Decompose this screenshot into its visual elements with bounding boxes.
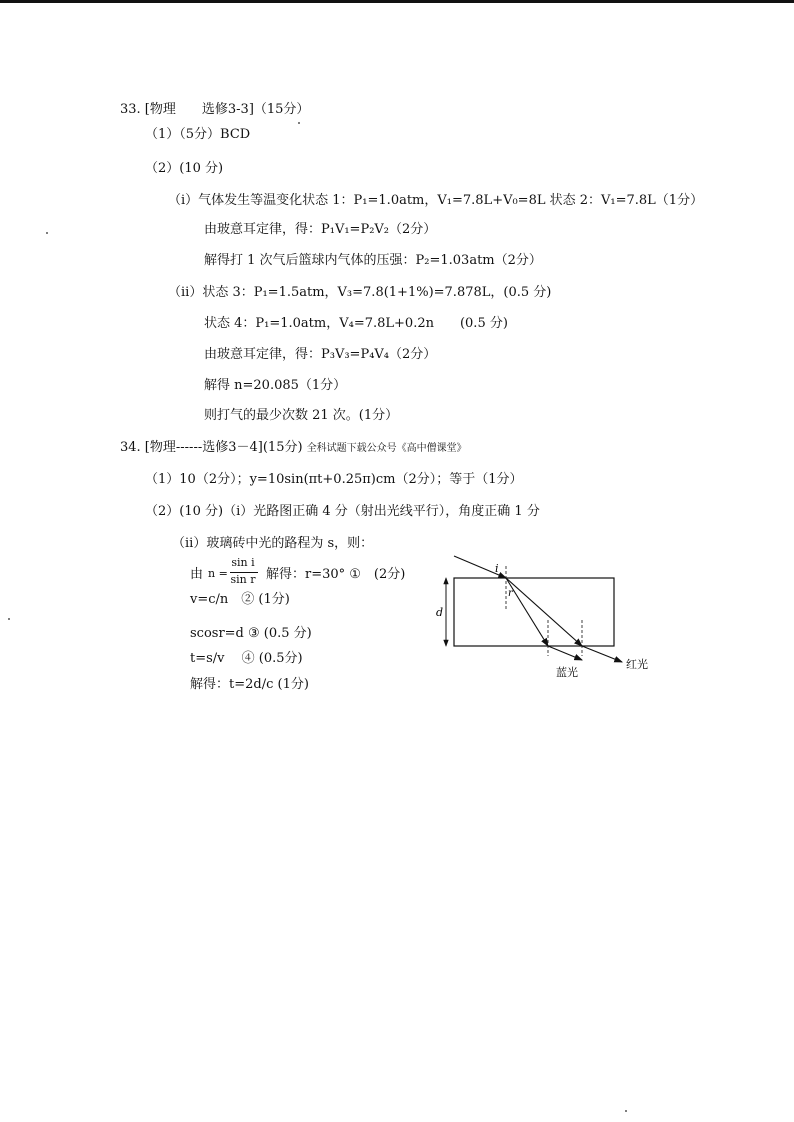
q33-boyle2: 由玻意耳定律，得：P₃V₃=P₄V₄（2分） (204, 347, 437, 362)
angle-i-label: i (495, 562, 499, 575)
q33-part2: （2）(10 分) (145, 161, 224, 176)
scan-top-edge (0, 0, 794, 3)
q33-i-line: （i）气体发生等温变化状态 1：P₁=1.0atm，V₁=7.8L+V₀=8L 状态 2：V₁=7.8L（1分） (168, 193, 704, 208)
scan-speck (8, 618, 10, 620)
q33-boyle1: 由玻意耳定律，得：P₁V₁=P₂V₂（2分） (204, 222, 437, 237)
glass-slab (454, 578, 614, 646)
q34-snell-n: n = (208, 567, 228, 580)
q33-part1: （1）（5分）BCD (145, 127, 251, 142)
q33-conclusion: 则打气的最少次数 21 次。(1分） (204, 408, 399, 423)
q34-eq3: scosr=d ③ (0.5 分) (190, 626, 312, 641)
q34-part2: （2）(10 分)（ⅰ）光路图正确 4 分（射出光线平行），角度正确 1 分 (145, 504, 540, 519)
q33-result1: 解得打 1 次气后篮球内气体的压强：P₂=1.03atm（2分） (204, 253, 542, 268)
q34-eq4: t=s/v ④ (0.5分) (190, 651, 303, 666)
thickness-d-label: d (436, 606, 444, 619)
red-emergent-ray (582, 646, 622, 662)
red-ray-inside (506, 578, 582, 646)
q34-ii-intro: （ii）玻璃砖中光的路程为 s，则： (172, 536, 374, 551)
q33-ii-line: （ii）状态 3：P₁=1.5atm，V₃=7.8(1+1%)=7.878L，(0.5 分) (168, 285, 552, 300)
blue-light-label: 蓝光 (556, 666, 578, 679)
refraction-diagram (436, 548, 666, 688)
q34-part1: （1）10（2分）；y=10sin(πt+0.25π)cm（2分）；等于（1分） (145, 472, 523, 487)
q34-heading (120, 440, 467, 457)
scan-speck (625, 1110, 627, 1112)
scan-speck (46, 232, 48, 234)
red-light-label: 红光 (626, 658, 648, 671)
q34-eq2: v=c/n ② (1分) (190, 592, 290, 607)
q34-heading-note: 全科试题下载公众号《高中僧课堂》 (306, 443, 467, 454)
q34-heading-text: 34. [物理------选修3－4](15分) (120, 440, 303, 455)
q34-snell-numerator: sin i (231, 556, 255, 569)
q34-snell-denominator: sin r (230, 573, 256, 586)
blue-emergent-ray (548, 646, 582, 660)
q34-snell-result: 解得：r=30° ① (2分) (266, 567, 406, 582)
scan-speck (298, 122, 300, 124)
angle-r-label: r (508, 588, 513, 599)
q33-state4: 状态 4：P₁=1.0atm，V₄=7.8L+0.2n (0.5 分) (204, 316, 508, 331)
q34-answer: 解得：t=2d/c (1分) (190, 677, 309, 692)
q33-heading: 33. [物理 选修3-3]（15分） (120, 102, 310, 117)
q34-snell-prefix: 由 (190, 567, 204, 582)
q33-solve-n: 解得 n=20.085（1分） (204, 378, 347, 393)
